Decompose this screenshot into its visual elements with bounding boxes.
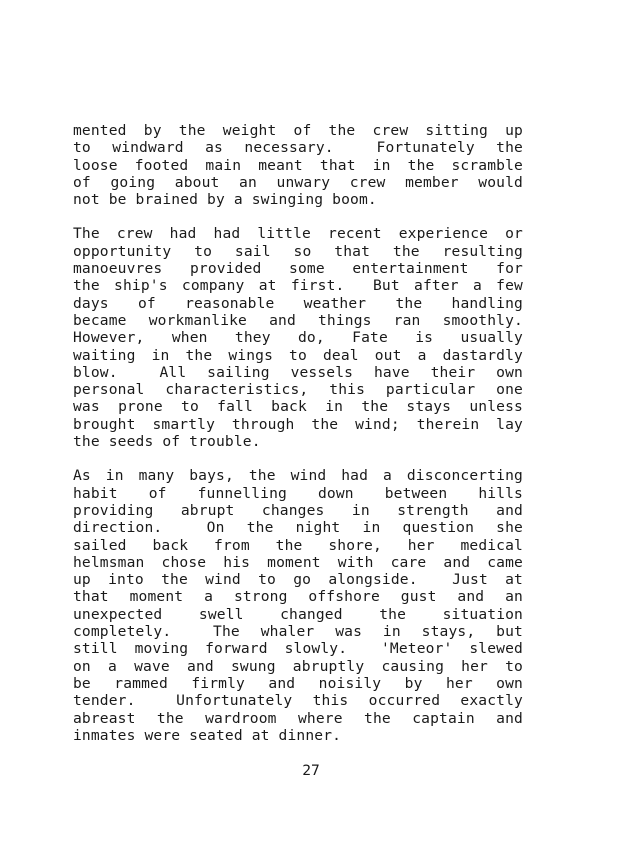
text-line: days of reasonable weather the handling — [73, 294, 523, 312]
text-line: the ship's company at first. But after a few — [73, 277, 523, 295]
text-line: completely. The whaler was in stays, but — [73, 623, 523, 641]
page-number: 27 — [302, 762, 320, 779]
text-line: abreast the wardroom where the captain and — [73, 709, 523, 727]
text-line: sailed back from the shore, her medical — [73, 536, 523, 554]
text-line: was prone to fall back in the stays unless — [73, 398, 523, 416]
text-line: inmates were seated at dinner. — [73, 726, 342, 744]
text-line: habit of funnelling down between hills — [73, 484, 523, 502]
text-line: However, when they do, Fate is usually — [73, 329, 523, 347]
text-line: the seeds of trouble. — [73, 433, 261, 451]
body-text — [73, 122, 523, 761]
text-line: still moving forward slowly. 'Meteor' slewed — [73, 640, 523, 658]
text-line: loose footed main meant that in the scramble — [73, 156, 523, 174]
text-line: providing abrupt changes in strength and — [73, 501, 523, 519]
text-line: to windward as necessary. Fortunately the — [73, 139, 523, 157]
text-line: mented by the weight of the crew sitting up — [73, 122, 523, 139]
text-line: opportunity to sail so that the resulting — [73, 242, 523, 260]
paragraph-1 — [73, 122, 523, 208]
paragraph-3 — [73, 467, 523, 744]
text-line: of going about an unwary crew member would — [73, 173, 523, 191]
text-line: personal characteristics, this particular one — [73, 381, 523, 399]
text-line: on a wave and swung abruptly causing her to — [73, 657, 523, 675]
text-line: unexpected swell changed the situation — [73, 605, 523, 623]
text-line: became workmanlike and things ran smoothly. — [73, 311, 523, 329]
text-line: The crew had had little recent experience or — [73, 225, 523, 243]
text-line: waiting in the wings to deal out a dastardly — [73, 346, 523, 364]
text-line: that moment a strong offshore gust and an — [73, 588, 523, 606]
text-line: brought smartly through the wind; therein lay — [73, 415, 523, 433]
text-line: up into the wind to go alongside. Just at — [73, 571, 523, 589]
text-line: manoeuvres provided some entertainment for — [73, 260, 523, 278]
text-line: As in many bays, the wind had a disconcerting — [73, 467, 523, 485]
paragraph-2 — [73, 225, 523, 450]
text-line: not be brained by a swinging boom. — [73, 191, 377, 209]
text-line: tender. Unfortunately this occurred exactly — [73, 692, 523, 710]
text-line: be rammed firmly and noisily by her own — [73, 674, 523, 692]
text-line: direction. On the night in question she — [73, 519, 523, 537]
text-line: blow. All sailing vessels have their own — [73, 363, 523, 381]
text-line: helmsman chose his moment with care and came — [73, 553, 523, 571]
